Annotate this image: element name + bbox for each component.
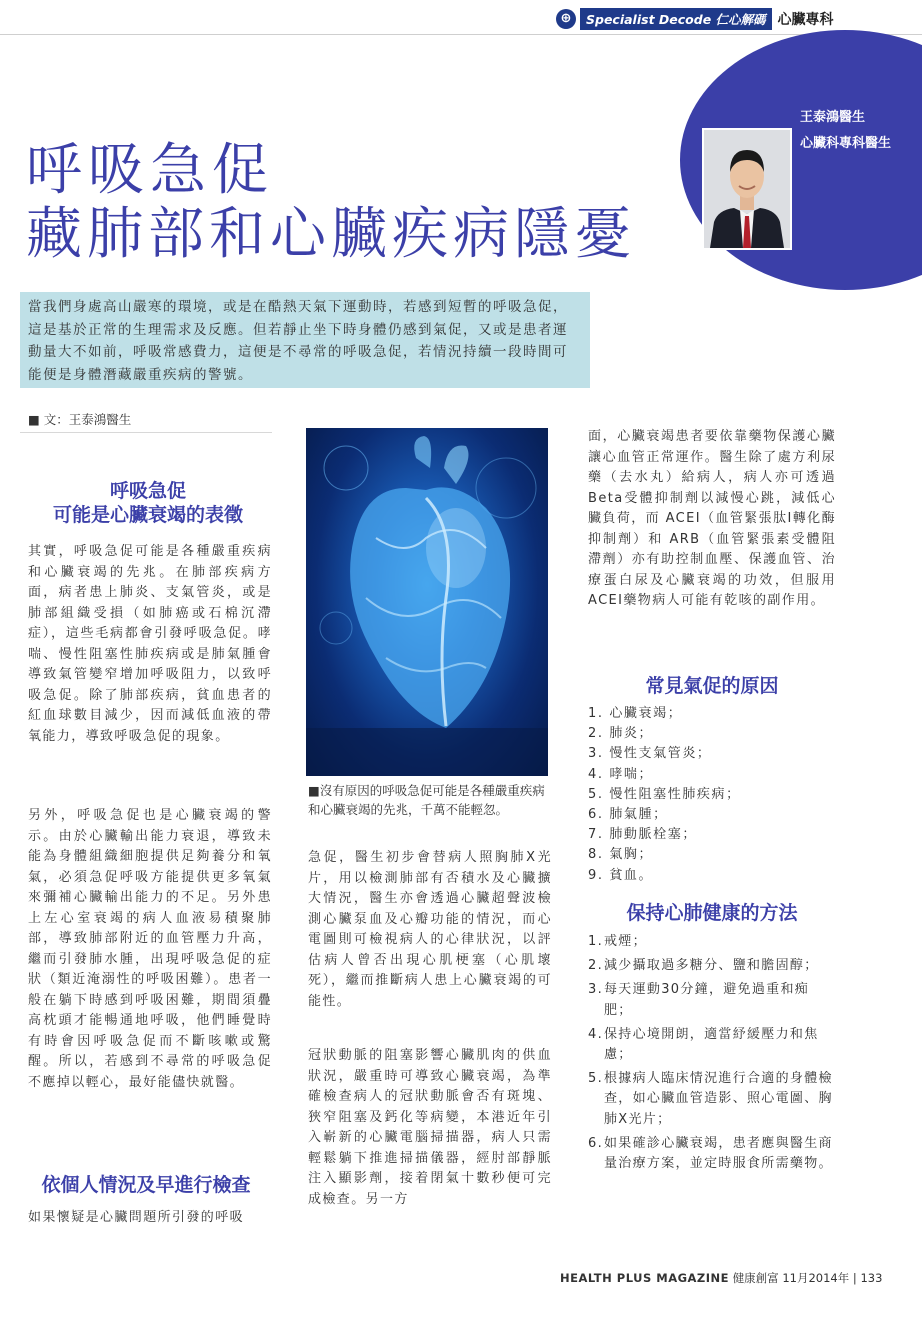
footer-magazine: HEALTH PLUS MAGAZINE — [560, 1271, 730, 1285]
image-caption: ■沒有原因的呼吸急促可能是各種嚴重疾病和心臟衰竭的先兆，千萬不能輕忽。 — [308, 783, 545, 817]
header-badge — [556, 8, 834, 30]
right-heading-causes: 常見氣促的原因 — [645, 675, 779, 697]
list-item: 6. 肺氣腫； — [588, 806, 668, 822]
middle-paragraph-1: 急促，醫生初步會替病人照胸肺X光片，用以檢測肺部有否積水及心臟擴大情況，醫生亦會透過心臟超聲波檢測心臟泵血及心瓣功能的情況，而心電圖則可檢視病人的心律狀況，以評估病人曾否出現心肌梗塞（心肌壞死），繼而推斷病人患上心臟衰竭的可能性。 — [308, 850, 552, 1009]
list-item: 6. 如果確診心臟衰竭，患者應與醫生商量治療方案，並定時服食所需藥物。 — [588, 1135, 833, 1172]
byline: ■ 文：王泰鴻醫生 — [28, 412, 132, 427]
doctor-title: 心臟科專科醫生 — [800, 136, 892, 151]
list-item: 2. 肺炎； — [588, 726, 654, 742]
doctor-photo — [702, 128, 792, 250]
footer-date: 11月2014年 — [782, 1271, 850, 1285]
causes-list — [588, 704, 836, 886]
list-item: 5. 慢性阻塞性肺疾病； — [588, 786, 741, 802]
page-number: 133 — [860, 1271, 883, 1285]
doctor-name: 王泰鴻醫生 — [800, 110, 866, 125]
list-item: 1. 心臟衰竭； — [588, 706, 683, 721]
magazine-logo-icon: ⊕ — [556, 9, 576, 29]
list-item: 1. 戒煙； — [588, 934, 647, 949]
byline-divider — [20, 432, 272, 433]
list-item: 9. 貧血。 — [588, 867, 654, 883]
left-heading-1-line2: 可能是心臟衰竭的表徵 — [52, 504, 243, 526]
list-item: 3. 慢性支氣管炎； — [588, 746, 712, 762]
article-title-line2: 藏肺部和心臟疾病隱憂 — [26, 202, 636, 267]
left-heading-2: 依個人情況及早進行檢查 — [41, 1174, 251, 1196]
heart-illustration — [306, 428, 548, 776]
right-paragraph-1: 面，心臟衰竭患者要依靠藥物保護心臟讓心血管正常運作。醫生除了處方利尿藥（去水丸）給病人，病人亦可透過Beta受體抑制劑以減慢心跳，減低心臟負荷，而 ACEI（血管緊張肽I轉化酶抑制劑）和 ARB（血管緊張素受體阻滯劑）亦有助控制血壓、保護血管、治療蛋白尿及心臟衰竭的功效，但服用ACEI藥物病人可能有乾咳的副作用。 — [588, 429, 836, 608]
list-item: 4. 保持心境開朗，適當紓緩壓力和焦慮； — [588, 1026, 819, 1063]
page-footer — [560, 1270, 882, 1286]
list-item: 2. 減少攝取過多糖分、鹽和膽固醇； — [588, 958, 819, 974]
footer-chinese-name: 健康創富 — [732, 1271, 779, 1285]
middle-paragraph-2: 冠狀動脈的阻塞影響心臟肌肉的供血狀況，嚴重時可導致心臟衰竭，為準確檢查病人的冠狀動脈會否有斑塊、狹窄阻塞及鈣化等病變，本港近年引入嶄新的心臟電腦掃描器，病人只需輕鬆躺下推進掃描儀器，經肘部靜脈注入顯影劑，接着閉氣十數秒便可完成檢查。另一方 — [308, 1048, 552, 1207]
right-heading-methods: 保持心肺健康的方法 — [626, 902, 798, 924]
left-paragraph-1: 其實，呼吸急促可能是各種嚴重疾病和心臟衰竭的先兆。在肺部疾病方面，病者患上肺炎、支氣管炎，或是肺部組織受損（如肺癌或石棉沉滯症），這些毛病都會引發呼吸急促。哮喘、慢性阻塞性肺疾病或是肺氣腫會導致氣管變窄增加呼吸阻力，以致呼吸急促。除了肺部疾病，貧血患者的紅血球數目減少，因而減低血液的帶氧能力，導致呼吸急促的現象。 — [28, 544, 272, 744]
section-label: 心臟專科 — [777, 12, 834, 28]
left-heading-1-line1: 呼吸急促 — [109, 480, 186, 502]
footer-separator: | — [852, 1271, 857, 1285]
list-item: 3. 每天運動30分鐘，避免過重和痴肥； — [588, 982, 810, 1018]
list-item: 7. 肺動脈栓塞； — [588, 827, 697, 843]
list-item: 8. 氣胸； — [588, 847, 654, 863]
intro-box: 當我們身處高山嚴寒的環境，或是在酷熱天氣下運動時，若感到短暫的呼吸急促，這是基於正常的生理需求及反應。但若靜止坐下時身體仍感到氣促，又或是患者運動量大不如前，呼吸常感費力，這便是不尋常的呼吸急促，若情況持續一段時間可能便是身體潛藏嚴重疾病的警號。 — [20, 292, 590, 388]
column-tag: Specialist Decode 仁心解碼 — [580, 8, 772, 30]
header-divider — [0, 34, 922, 35]
methods-list — [588, 932, 836, 1178]
left-paragraph-2: 另外，呼吸急促也是心臟衰竭的警示。由於心臟輸出能力衰退，導致未能為身體組織細胞提供足夠養分和氧氣，必須急促呼吸方能提供更多氧氣來彌補心臟輸出能力的不足。另外患上左心室衰竭的病人血液易積聚肺部，導致肺部附近的血管壓力升高，繼而引發肺水腫，出現呼吸急促的症狀（類近淹溺性的呼吸困難）。患者一般在躺下時感到呼吸困難，期間須疊高枕頭才能暢通地呼吸，他們睡覺時有時會因呼吸急促而不斷咳嗽或驚醒。所以，若感到不尋常的呼吸急促不應掉以輕心，最好能儘快就醫。 — [28, 808, 272, 1090]
list-item: 4. 哮喘； — [588, 766, 654, 782]
list-item: 5. 根據病人臨床情況進行合適的身體檢查，如心臟血管造影、照心電圖、胸肺X光片； — [588, 1071, 833, 1127]
article-title-line1: 呼吸急促 — [26, 138, 274, 203]
left-paragraph-3: 如果懷疑是心臟問題所引發的呼吸 — [28, 1210, 245, 1225]
